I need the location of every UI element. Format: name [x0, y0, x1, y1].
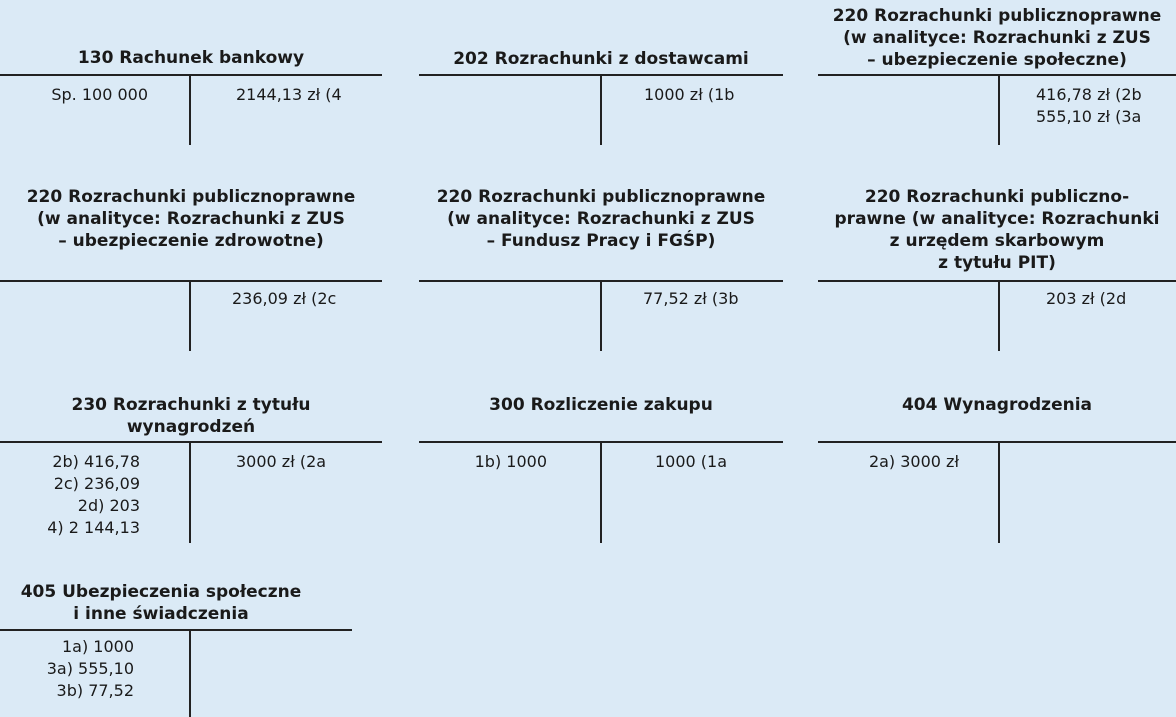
account-header-rule — [818, 441, 1176, 443]
account-title-line: i inne świadczenia — [73, 604, 249, 624]
account-title-line: – Fundusz Pracy i FGŚP) — [486, 231, 716, 251]
account-header-rule — [818, 280, 1176, 282]
account-title — [0, 186, 382, 252]
credit-column — [236, 451, 326, 473]
account-title-line: z tytułu PIT) — [938, 253, 1056, 273]
debit-entry: Sp. 100 000 — [51, 85, 148, 104]
debit-entry: 1b) 1000 — [474, 452, 547, 471]
credit-entry: 3000 zł (2a — [236, 452, 327, 471]
account-title — [419, 186, 783, 252]
account-title-line: prawne (w analityce: Rozrachunki — [834, 209, 1160, 229]
account-230 — [0, 372, 382, 547]
account-divider — [998, 281, 1000, 351]
debit-entry: 2d) 203 — [77, 496, 140, 515]
credit-entry: 1000 zł (1b — [644, 85, 735, 104]
account-title-line: (w analityce: Rozrachunki z ZUS — [37, 209, 345, 229]
account-title — [818, 186, 1176, 274]
account-divider — [600, 75, 602, 145]
account-title — [419, 394, 783, 416]
account-divider — [189, 281, 191, 351]
account-header-rule — [0, 74, 382, 76]
account-title-line: wynagrodzeń — [126, 417, 256, 437]
account-title-line: 300 Rozliczenie zakupu — [489, 395, 713, 415]
account-title — [419, 48, 783, 70]
account-220-us-pit — [818, 180, 1176, 355]
debit-entry: 2c) 236,09 — [53, 474, 140, 493]
credit-column — [643, 288, 739, 310]
credit-entry: 555,10 zł (3a — [1036, 107, 1142, 126]
credit-column — [655, 451, 727, 473]
account-title-line: 405 Ubezpieczenia społeczne — [20, 582, 302, 602]
account-title-line: 220 Rozrachunki publicznoprawne — [26, 187, 356, 207]
account-title — [0, 394, 382, 438]
account-divider — [600, 281, 602, 351]
account-title-line: – ubezpieczenie społeczne) — [867, 50, 1127, 70]
account-300 — [419, 372, 783, 547]
debit-column — [818, 451, 959, 473]
debit-entry: 2a) 3000 zł — [868, 452, 959, 471]
account-header-rule — [0, 280, 382, 282]
credit-column — [232, 288, 336, 310]
account-title-line: z urzędem skarbowym — [889, 231, 1105, 251]
account-220-zus-fp — [419, 180, 783, 355]
account-title-line: – ubezpieczenie zdrowotne) — [58, 231, 324, 251]
account-title — [818, 5, 1176, 71]
account-130 — [0, 0, 382, 150]
credit-entry: 77,52 zł (3b — [643, 289, 739, 308]
account-202 — [419, 0, 783, 150]
credit-entry: 1000 (1a — [655, 452, 728, 471]
debit-entry: 3a) 555,10 — [46, 659, 134, 678]
account-title-line: 220 Rozrachunki publicznoprawne — [832, 6, 1162, 26]
account-title-line: 202 Rozrachunki z dostawcami — [453, 49, 749, 69]
account-title-line: 220 Rozrachunki publicznoprawne — [436, 187, 766, 207]
account-header-rule — [0, 441, 382, 443]
account-405 — [0, 575, 352, 717]
account-title — [0, 581, 322, 625]
account-divider — [600, 442, 602, 543]
account-divider — [998, 442, 1000, 543]
account-220-zus-zdrowotne — [0, 180, 382, 355]
account-header-rule — [818, 74, 1176, 76]
account-title-line: 404 Wynagrodzenia — [901, 395, 1093, 415]
account-divider — [189, 75, 191, 145]
account-divider — [998, 75, 1000, 145]
debit-column — [419, 451, 547, 473]
account-divider — [189, 442, 191, 543]
credit-entry: 203 zł (2d — [1046, 289, 1127, 308]
account-404 — [818, 372, 1176, 547]
account-title-line: (w analityce: Rozrachunki z ZUS — [843, 28, 1151, 48]
credit-column — [644, 84, 734, 106]
account-220-zus-spoleczne — [818, 0, 1176, 150]
credit-entry: 2144,13 zł (4 — [236, 85, 342, 104]
debit-entry: 3b) 77,52 — [56, 681, 134, 700]
account-title — [818, 394, 1176, 416]
account-title-line: 130 Rachunek bankowy — [77, 48, 305, 68]
account-header-rule — [0, 629, 352, 631]
account-title — [0, 47, 382, 69]
debit-entry: 2b) 416,78 — [52, 452, 140, 471]
credit-column — [236, 84, 342, 106]
debit-column — [0, 636, 134, 702]
account-divider — [189, 630, 191, 717]
credit-column — [1046, 288, 1126, 310]
credit-column — [1036, 84, 1142, 128]
debit-entry: 1a) 1000 — [61, 637, 134, 656]
account-title-line: (w analityce: Rozrachunki z ZUS — [447, 209, 755, 229]
debit-column — [0, 84, 148, 106]
account-title-line: 230 Rozrachunki z tytułu — [71, 395, 311, 415]
debit-entry: 4) 2 144,13 — [47, 518, 140, 537]
credit-entry: 416,78 zł (2b — [1036, 85, 1142, 104]
account-title-line: 220 Rozrachunki publiczno- — [864, 187, 1130, 207]
debit-column — [0, 451, 140, 539]
credit-entry: 236,09 zł (2c — [232, 289, 337, 308]
